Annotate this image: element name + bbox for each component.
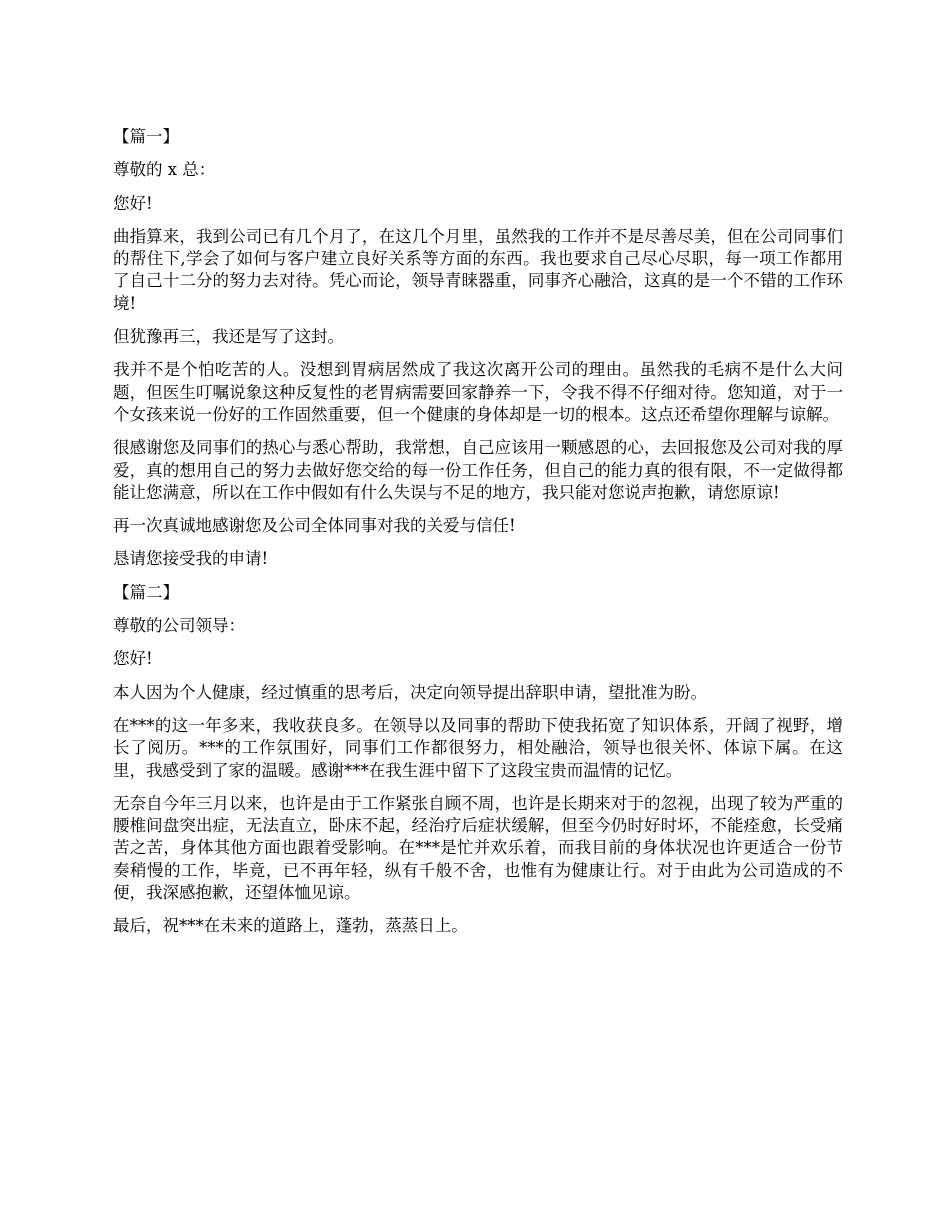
body-paragraph: 曲指算来，我到公司已有几个月了，在这几个月里，虽然我的工作并不是尽善尽美，但在公司同事们的帮住下,学会了如何与客户建立良好关系等方面的东西。我也要求自己尽心尽职，每一项工作都用了自己十二分的努力去对待。凭心而论，领导青睐器重，同事齐心融洽，这真的是一个不错的工作环境! — [113, 226, 843, 313]
body-paragraph: 我并不是个怕吃苦的人。没想到胃病居然成了我这次离开公司的理由。虽然我的毛病不是什么大问题，但医生叮嘱说象这种反复性的老胃病需要回家静养一下，令我不得不仔细对待。您知道，对于一个女孩来说一份好的工作固然重要，但一个健康的身体却是一切的根本。这点还希望你理解与谅解。 — [113, 360, 843, 424]
closing-request-1: 恳请您接受我的申请! — [113, 549, 269, 569]
body-paragraph: 在***的这一年多来，我收获良多。在领导以及同事的帮助下使我拓宽了知识体系，开阔了视野，增长了阅历。***的工作氛围好，同事们工作都很努力，相处融洽，领导也很关怀、体谅下属。在这里，我感受到了家的温暖。感谢***在我生涯中留下了这段宝贵而温情的记忆。 — [113, 715, 843, 780]
document-body — [113, 126, 843, 949]
salutation-1: 尊敬的 x 总： — [113, 160, 216, 180]
body-paragraph: 再一次真诚地感谢您及公司全体同事对我的关爱与信任! — [113, 516, 516, 536]
body-paragraph: 很感谢您及同事们的热心与悉心帮助，我常想，自己应该用一颗感恩的心，去回报您及公司对我的厚爱，真的想用自己的努力去做好您交给的每一份工作任务，但自己的能力真的很有限，不一定做得都能让您满意，所以在工作中假如有什么失误与不足的地方，我只能对您说声抱歉，请您原谅! — [113, 438, 843, 502]
section-heading-2: 【篇二】 — [113, 582, 179, 602]
body-paragraph: 本人因为个人健康，经过慎重的思考后，决定向领导提出辞职申请，望批准为盼。 — [113, 682, 707, 702]
section-heading-1: 【篇一】 — [113, 127, 179, 146]
closing-wish-2: 最后，祝***在未来的道路上，蓬勃，蒸蒸日上。 — [113, 916, 468, 936]
body-paragraph: 无奈自今年三月以来，也许是由于工作紧张自顾不周，也许是长期来对于的忽视，出现了较为严重的腰椎间盘突出症，无法直立，卧床不起，经治疗后症状缓解，但至今仍时好时坏，不能痊愈，长受痛苦之苦，身体其他方面也跟着受影响。在***是忙并欢乐着，而我目前的身体状况也许更适合一份节奏稍慢的工作，毕竟，已不再年轻，纵有千般不舍，也惟有为健康让行。对于由此为公司造成的不便，我深感抱歉，还望体恤见谅。 — [113, 793, 843, 903]
greeting-2: 您好! — [113, 649, 153, 669]
salutation-2: 尊敬的公司领导： — [113, 616, 245, 636]
body-paragraph: 但犹豫再三，我还是写了这封。 — [113, 327, 344, 347]
greeting-1: 您好! — [113, 193, 153, 213]
